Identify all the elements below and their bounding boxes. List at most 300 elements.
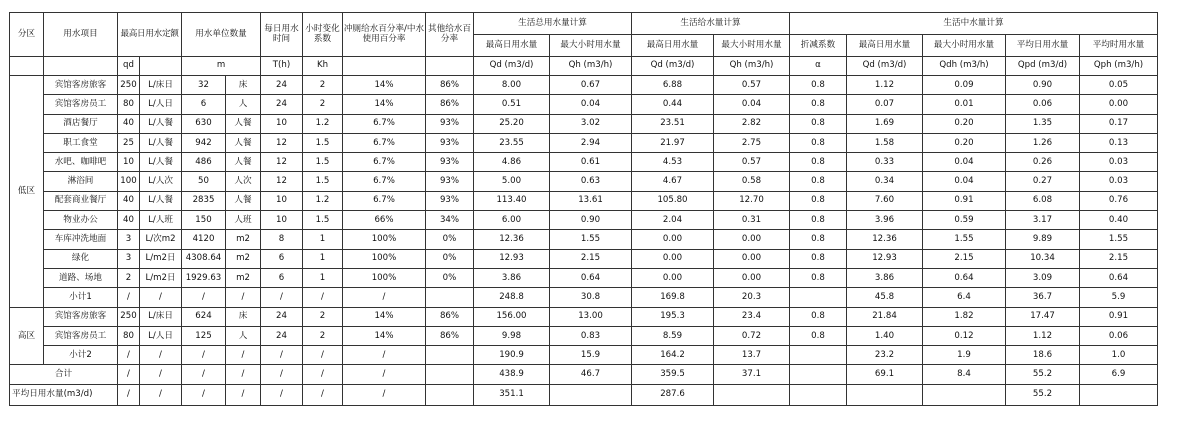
- row-cell: /: [118, 346, 140, 365]
- row-cell: 0.00: [632, 230, 714, 249]
- zone-cell: 低区: [10, 76, 44, 308]
- reclaimed-qd-header: 最高日用水量: [847, 35, 923, 57]
- water-calculation-table: [9, 12, 1158, 406]
- row-cell: 2.75: [714, 133, 790, 152]
- row-cell: 0%: [426, 230, 474, 249]
- row-cell: /: [182, 346, 226, 365]
- row-cell: 0.90: [550, 211, 632, 230]
- row-cell: 人: [226, 326, 261, 345]
- row-cell: 2.15: [923, 249, 1006, 268]
- row-label: 物业办公: [44, 211, 118, 230]
- table-row: [10, 153, 1158, 172]
- table-row: [10, 365, 1158, 384]
- row-cell: 床: [226, 307, 261, 326]
- row-label: 酒店餐厅: [44, 114, 118, 133]
- row-cell: 8: [261, 230, 303, 249]
- row-cell: 人次: [226, 172, 261, 191]
- total-qh-unit: Qh (m3/h): [550, 57, 632, 76]
- row-cell: 3.86: [847, 268, 923, 287]
- row-cell: 7.60: [847, 191, 923, 210]
- row-cell: 113.40: [474, 191, 550, 210]
- row-cell: 0.72: [714, 326, 790, 345]
- row-cell: 1.5: [303, 153, 343, 172]
- row-cell: 80: [118, 326, 140, 345]
- row-cell: L/人日: [140, 95, 182, 114]
- row-cell: 1.35: [1006, 114, 1080, 133]
- zone-cell: 高区: [10, 307, 44, 365]
- table-row: [10, 326, 1158, 345]
- row-cell: 0.58: [714, 172, 790, 191]
- row-cell: 3.17: [1006, 211, 1080, 230]
- row-cell: 0.76: [1080, 191, 1158, 210]
- row-cell: 93%: [426, 153, 474, 172]
- row-cell: 12: [261, 172, 303, 191]
- row-cell: 1929.63: [182, 268, 226, 287]
- row-cell: 6.7%: [343, 114, 426, 133]
- zone-header: 分区: [10, 13, 44, 57]
- row-cell: 1: [303, 230, 343, 249]
- row-cell: 45.8: [847, 288, 923, 307]
- footer-cell: /: [118, 384, 140, 405]
- row-cell: 0.20: [923, 114, 1006, 133]
- supply-qd-unit: Qd (m3/d): [632, 57, 714, 76]
- row-cell: 0.04: [714, 95, 790, 114]
- row-cell: 12: [261, 133, 303, 152]
- row-cell: 2: [303, 307, 343, 326]
- row-cell: 0.8: [790, 95, 847, 114]
- row-cell: 93%: [426, 172, 474, 191]
- row-cell: 6: [182, 95, 226, 114]
- row-cell: 3: [118, 249, 140, 268]
- row-cell: 人餐: [226, 114, 261, 133]
- row-cell: 0.00: [632, 268, 714, 287]
- row-cell: L/床日: [140, 76, 182, 95]
- row-label: 宾馆客房员工: [44, 95, 118, 114]
- row-cell: 床: [226, 76, 261, 95]
- row-cell: 0.03: [1080, 153, 1158, 172]
- footer-cell: [790, 384, 847, 405]
- row-cell: 0%: [426, 268, 474, 287]
- row-cell: 9.89: [1006, 230, 1080, 249]
- row-cell: 0.12: [923, 326, 1006, 345]
- row-cell: 0.00: [714, 230, 790, 249]
- table-row: [10, 133, 1158, 152]
- row-cell: L/人餐: [140, 133, 182, 152]
- row-cell: 5.00: [474, 172, 550, 191]
- table-row: [10, 76, 1158, 95]
- row-cell: 14%: [343, 326, 426, 345]
- reclaimed-qdh-unit: Qdh (m3/h): [923, 57, 1006, 76]
- footer-cell: 351.1: [474, 384, 550, 405]
- row-cell: /: [303, 365, 343, 384]
- row-cell: 人班: [226, 211, 261, 230]
- row-cell: 人餐: [226, 153, 261, 172]
- row-cell: 156.00: [474, 307, 550, 326]
- row-cell: 34%: [426, 211, 474, 230]
- row-cell: 1.5: [303, 172, 343, 191]
- row-cell: 3: [118, 230, 140, 249]
- row-cell: 0.03: [1080, 172, 1158, 191]
- row-cell: 150: [182, 211, 226, 230]
- row-cell: 4.53: [632, 153, 714, 172]
- row-cell: 0.8: [790, 230, 847, 249]
- row-cell: 2: [303, 326, 343, 345]
- row-cell: 13.61: [550, 191, 632, 210]
- row-cell: 0.8: [790, 76, 847, 95]
- row-cell: 12.36: [474, 230, 550, 249]
- row-cell: 0.06: [1080, 326, 1158, 345]
- footer-cell: [847, 384, 923, 405]
- row-label: 绿化: [44, 249, 118, 268]
- row-cell: 40: [118, 114, 140, 133]
- header-blank: [343, 57, 426, 76]
- row-cell: 5.9: [1080, 288, 1158, 307]
- row-cell: 0.91: [1080, 307, 1158, 326]
- footer-label: 平均日用水量(m3/d): [10, 384, 118, 405]
- row-cell: 9.98: [474, 326, 550, 345]
- row-cell: 4308.64: [182, 249, 226, 268]
- quota-symbol: qd: [118, 57, 140, 76]
- footer-cell: [923, 384, 1006, 405]
- footer-cell: 55.2: [1006, 384, 1080, 405]
- row-cell: 0.04: [550, 95, 632, 114]
- row-cell: 23.4: [714, 307, 790, 326]
- row-cell: 1.40: [847, 326, 923, 345]
- row-label: 宾馆客房旅客: [44, 307, 118, 326]
- header-row-3: [10, 57, 1158, 76]
- row-cell: /: [303, 288, 343, 307]
- row-cell: 86%: [426, 95, 474, 114]
- row-cell: /: [226, 288, 261, 307]
- row-cell: 0.00: [714, 249, 790, 268]
- row-cell: 2.94: [550, 133, 632, 152]
- row-cell: 0.01: [923, 95, 1006, 114]
- row-cell: 0.64: [923, 268, 1006, 287]
- row-cell: 1.82: [923, 307, 1006, 326]
- row-cell: 21.97: [632, 133, 714, 152]
- row-cell: L/人次: [140, 172, 182, 191]
- row-label: 宾馆客房员工: [44, 326, 118, 345]
- row-cell: 0.04: [923, 153, 1006, 172]
- row-cell: 4.86: [474, 153, 550, 172]
- row-cell: 12.36: [847, 230, 923, 249]
- row-cell: 0%: [426, 249, 474, 268]
- row-label: 车库冲洗地面: [44, 230, 118, 249]
- row-cell: 1.26: [1006, 133, 1080, 152]
- row-cell: 359.5: [632, 365, 714, 384]
- row-cell: 12.93: [847, 249, 923, 268]
- row-cell: /: [226, 346, 261, 365]
- footer-cell: /: [303, 384, 343, 405]
- row-cell: 0.63: [550, 172, 632, 191]
- row-cell: 2.15: [1080, 249, 1158, 268]
- row-cell: 23.2: [847, 346, 923, 365]
- row-cell: 40: [118, 211, 140, 230]
- row-cell: 25: [118, 133, 140, 152]
- row-cell: 248.8: [474, 288, 550, 307]
- row-cell: 17.47: [1006, 307, 1080, 326]
- supply-qh-unit: Qh (m3/h): [714, 57, 790, 76]
- row-cell: 6.7%: [343, 153, 426, 172]
- row-cell: 0.00: [632, 249, 714, 268]
- row-cell: 164.2: [632, 346, 714, 365]
- row-cell: 30.8: [550, 288, 632, 307]
- row-cell: 55.2: [1006, 365, 1080, 384]
- row-cell: 0.8: [790, 133, 847, 152]
- row-label: 宾馆客房旅客: [44, 76, 118, 95]
- footer-cell: /: [261, 384, 303, 405]
- row-label: 淋浴间: [44, 172, 118, 191]
- table-row: [10, 249, 1158, 268]
- table-row: [10, 191, 1158, 210]
- row-cell: 69.1: [847, 365, 923, 384]
- row-cell: 0.8: [790, 114, 847, 133]
- row-cell: 86%: [426, 326, 474, 345]
- row-cell: /: [343, 288, 426, 307]
- row-cell: 10: [261, 211, 303, 230]
- row-cell: 0.13: [1080, 133, 1158, 152]
- footer-cell: [714, 384, 790, 405]
- row-cell: 6.7%: [343, 191, 426, 210]
- row-cell: 250: [118, 76, 140, 95]
- row-cell: 1.9: [923, 346, 1006, 365]
- row-cell: 14%: [343, 76, 426, 95]
- row-cell: /: [118, 288, 140, 307]
- row-cell: 100: [118, 172, 140, 191]
- reclaimed-qdh-header: 最大小时用水量: [923, 35, 1006, 57]
- row-cell: 1.2: [303, 191, 343, 210]
- hours-symbol: T(h): [261, 57, 303, 76]
- row-cell: 100%: [343, 230, 426, 249]
- row-cell: 0.64: [550, 268, 632, 287]
- table-row: [10, 172, 1158, 191]
- supply-group-header: 生活给水量计算: [632, 13, 790, 35]
- total-qd-unit: Qd (m3/d): [474, 57, 550, 76]
- row-cell: 93%: [426, 133, 474, 152]
- row-cell: 624: [182, 307, 226, 326]
- kh-header: 小时变化系数: [303, 13, 343, 57]
- row-cell: 100%: [343, 249, 426, 268]
- row-cell: 10.34: [1006, 249, 1080, 268]
- row-cell: 4.67: [632, 172, 714, 191]
- row-cell: 0.27: [1006, 172, 1080, 191]
- row-cell: L/床日: [140, 307, 182, 326]
- row-cell: 0.8: [790, 307, 847, 326]
- supply-qh-header: 最大小时用水量: [714, 35, 790, 57]
- row-cell: 0.00: [1080, 95, 1158, 114]
- row-cell: 4120: [182, 230, 226, 249]
- row-cell: 1.12: [1006, 326, 1080, 345]
- row-cell: 0.51: [474, 95, 550, 114]
- table-row: [10, 95, 1158, 114]
- row-cell: 86%: [426, 307, 474, 326]
- row-cell: 0.07: [847, 95, 923, 114]
- row-cell: 1.55: [923, 230, 1006, 249]
- row-cell: 10: [261, 114, 303, 133]
- row-cell: 3.86: [474, 268, 550, 287]
- row-cell: 6.7%: [343, 133, 426, 152]
- row-cell: 1.69: [847, 114, 923, 133]
- total-group-header: 生活总用水量计算: [474, 13, 632, 35]
- row-cell: 1.2: [303, 114, 343, 133]
- row-cell: [790, 346, 847, 365]
- row-cell: 12.70: [714, 191, 790, 210]
- row-cell: 13.00: [550, 307, 632, 326]
- row-cell: 6.4: [923, 288, 1006, 307]
- reclaimed-qpd-unit: Qpd (m3/d): [1006, 57, 1080, 76]
- row-cell: L/人班: [140, 211, 182, 230]
- footer-cell: /: [140, 384, 182, 405]
- row-cell: 80: [118, 95, 140, 114]
- header-blank: [44, 57, 118, 76]
- footer-cell: /: [182, 384, 226, 405]
- footer-row: [10, 384, 1158, 405]
- row-cell: 10: [261, 191, 303, 210]
- row-cell: 1.5: [303, 211, 343, 230]
- row-cell: 0.34: [847, 172, 923, 191]
- reclaimed-qph-header: 平均时用水量: [1080, 35, 1158, 57]
- row-cell: 32: [182, 76, 226, 95]
- row-cell: 0.31: [714, 211, 790, 230]
- footer-cell: /: [343, 384, 426, 405]
- row-cell: [426, 365, 474, 384]
- row-cell: [426, 288, 474, 307]
- row-cell: 0.91: [923, 191, 1006, 210]
- row-cell: 86%: [426, 76, 474, 95]
- row-cell: /: [140, 288, 182, 307]
- row-cell: 190.9: [474, 346, 550, 365]
- row-cell: /: [343, 365, 426, 384]
- row-cell: 1.55: [1080, 230, 1158, 249]
- header-blank: [140, 57, 182, 76]
- row-cell: L/人餐: [140, 114, 182, 133]
- table-row: [10, 307, 1158, 326]
- header-blank: [426, 57, 474, 76]
- row-cell: 0.8: [790, 153, 847, 172]
- reduction-coef-symbol: α: [790, 57, 847, 76]
- row-cell: L/人餐: [140, 153, 182, 172]
- row-cell: 24: [261, 307, 303, 326]
- row-cell: 0.33: [847, 153, 923, 172]
- units-header: 用水单位数量: [182, 13, 261, 57]
- row-label: 配套商业餐厅: [44, 191, 118, 210]
- row-cell: 2.04: [632, 211, 714, 230]
- row-cell: 2.15: [550, 249, 632, 268]
- reclaimed-group-header: 生活中水量计算: [790, 13, 1158, 35]
- row-cell: /: [261, 346, 303, 365]
- row-cell: 36.7: [1006, 288, 1080, 307]
- row-cell: 6.88: [632, 76, 714, 95]
- header-blank: [10, 57, 44, 76]
- row-cell: 0.57: [714, 153, 790, 172]
- row-cell: 105.80: [632, 191, 714, 210]
- row-cell: 25.20: [474, 114, 550, 133]
- row-cell: 100%: [343, 268, 426, 287]
- row-cell: 人餐: [226, 133, 261, 152]
- row-cell: 0.83: [550, 326, 632, 345]
- row-cell: 6: [261, 249, 303, 268]
- kh-symbol: Kh: [303, 57, 343, 76]
- total-qd-header: 最高日用水量: [474, 35, 550, 57]
- row-cell: 0.20: [923, 133, 1006, 152]
- row-cell: 0.8: [790, 172, 847, 191]
- row-cell: /: [261, 288, 303, 307]
- row-cell: m2: [226, 230, 261, 249]
- row-cell: 1.58: [847, 133, 923, 152]
- row-cell: /: [303, 346, 343, 365]
- row-cell: 24: [261, 76, 303, 95]
- table-row: [10, 346, 1158, 365]
- row-cell: 6.9: [1080, 365, 1158, 384]
- row-cell: 195.3: [632, 307, 714, 326]
- row-cell: 0.8: [790, 191, 847, 210]
- row-cell: 0.17: [1080, 114, 1158, 133]
- row-cell: 1.55: [550, 230, 632, 249]
- row-cell: 10: [118, 153, 140, 172]
- row-cell: 0.59: [923, 211, 1006, 230]
- row-cell: 1.5: [303, 133, 343, 152]
- row-cell: 0.8: [790, 249, 847, 268]
- row-cell: 21.84: [847, 307, 923, 326]
- row-cell: 169.8: [632, 288, 714, 307]
- row-cell: 0.8: [790, 326, 847, 345]
- row-cell: 37.1: [714, 365, 790, 384]
- row-cell: 13.7: [714, 346, 790, 365]
- reclaimed-qpd-header: 平均日用水量: [1006, 35, 1080, 57]
- row-cell: 0.09: [923, 76, 1006, 95]
- row-cell: 1.12: [847, 76, 923, 95]
- row-cell: 1.0: [1080, 346, 1158, 365]
- row-cell: 14%: [343, 307, 426, 326]
- row-cell: 0.00: [714, 268, 790, 287]
- row-cell: /: [226, 365, 261, 384]
- row-cell: 6.7%: [343, 172, 426, 191]
- row-cell: [426, 346, 474, 365]
- row-cell: 6: [261, 268, 303, 287]
- row-cell: 630: [182, 114, 226, 133]
- row-cell: 2: [303, 76, 343, 95]
- row-cell: 23.51: [632, 114, 714, 133]
- row-cell: [790, 365, 847, 384]
- flush-pct-header: 冲厕给水百分率/中水使用百分率: [343, 13, 426, 57]
- row-cell: 0.04: [923, 172, 1006, 191]
- row-cell: 1: [303, 268, 343, 287]
- footer-cell: [550, 384, 632, 405]
- row-cell: /: [261, 365, 303, 384]
- footer-cell: [426, 384, 474, 405]
- reclaimed-qph-unit: Qph (m3/h): [1080, 57, 1158, 76]
- table-row: [10, 268, 1158, 287]
- row-cell: 0.90: [1006, 76, 1080, 95]
- row-cell: /: [140, 346, 182, 365]
- row-cell: 250: [118, 307, 140, 326]
- row-cell: 12: [261, 153, 303, 172]
- row-cell: /: [343, 346, 426, 365]
- row-cell: 8.59: [632, 326, 714, 345]
- row-cell: 0.67: [550, 76, 632, 95]
- row-cell: [790, 288, 847, 307]
- row-cell: /: [140, 365, 182, 384]
- row-cell: 18.6: [1006, 346, 1080, 365]
- row-cell: L/次m2: [140, 230, 182, 249]
- supply-qd-header: 最高日用水量: [632, 35, 714, 57]
- row-cell: 12.93: [474, 249, 550, 268]
- item-header: 用水项目: [44, 13, 118, 57]
- table-row: [10, 211, 1158, 230]
- row-cell: 2: [303, 95, 343, 114]
- row-cell: 0.8: [790, 211, 847, 230]
- row-cell: 46.7: [550, 365, 632, 384]
